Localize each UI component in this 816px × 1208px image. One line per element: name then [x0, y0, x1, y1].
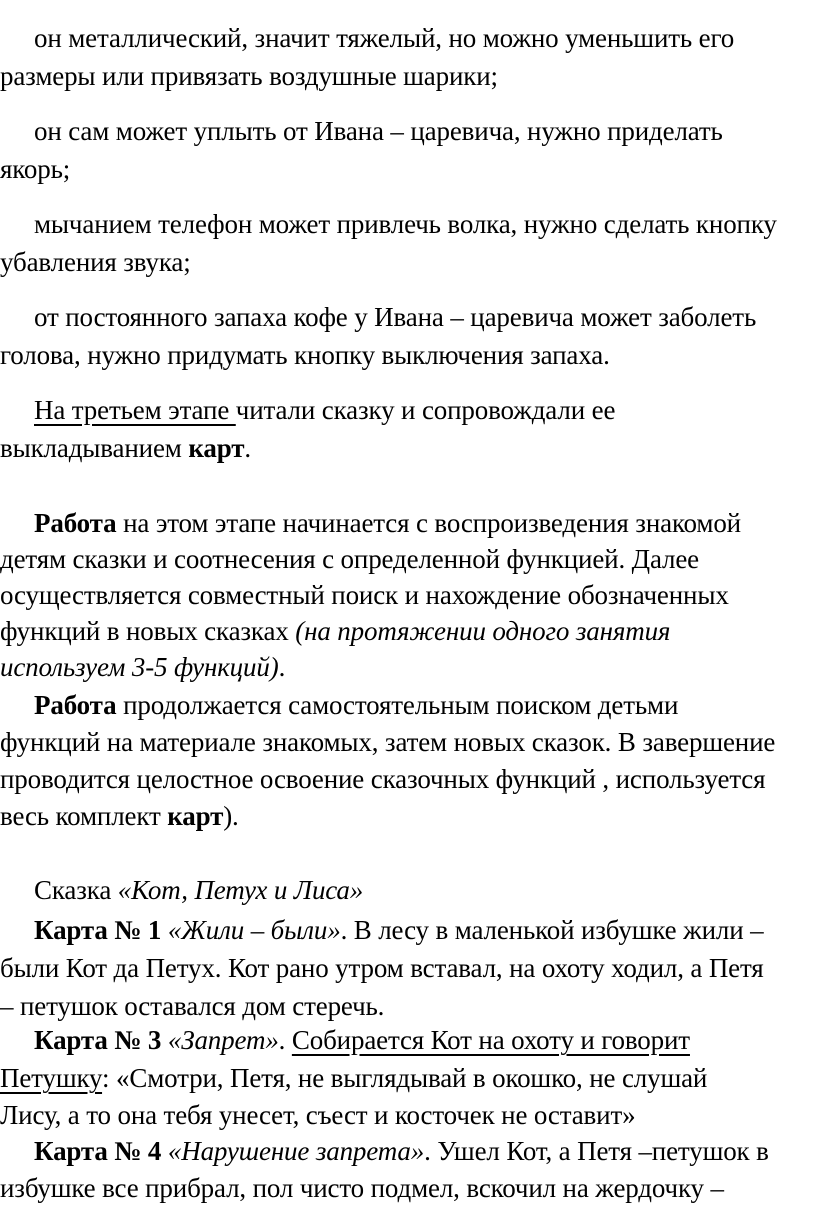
- card-label: Карта № 3: [34, 1025, 162, 1055]
- text-run: : «Смотри, Петя, не выглядывай в окошко, не слушай: [102, 1063, 708, 1093]
- paragraph-line: проводится целостное освоение сказочных функций , используется: [0, 764, 766, 794]
- paragraph-line: функций на материале знакомых, затем новых сказок. В завершение: [0, 727, 776, 757]
- paragraph-line: Лису, а то она тебя унесет, съест и косточек не оставит»: [0, 1100, 636, 1130]
- italic-text: «Нарушение запрета»: [167, 1136, 425, 1166]
- card-line: [34, 1133, 769, 1169]
- text-run: .: [278, 652, 286, 682]
- text-run: [161, 1136, 168, 1166]
- underlined-text: Собирается Кот на охоту и говорит: [291, 1025, 690, 1055]
- text-run: [161, 1025, 168, 1055]
- paragraph-line: [0, 649, 285, 685]
- paragraph-line: он металлический, значит тяжелый, но можно уменьшить его: [34, 23, 735, 53]
- card-label: Карта № 4: [34, 1136, 162, 1166]
- text-run: .: [278, 1025, 292, 1055]
- tale-title: «Кот, Петух и Лиса»: [117, 875, 364, 905]
- text-run: ).: [223, 801, 239, 831]
- paragraph-line: [0, 430, 251, 466]
- paragraph-line: голова, нужно придумать кнопку выключения запаха.: [0, 340, 610, 370]
- paragraph-line: избушке все прибрал, пол чисто подмел, вскочил на жердочку –: [0, 1173, 724, 1203]
- paragraph-line: [0, 613, 670, 649]
- paragraph-line: [0, 1060, 707, 1096]
- card-line: [34, 1022, 690, 1058]
- paragraph-line: осуществляется совместный поиск и нахождение обозначенных: [0, 580, 729, 610]
- text-run: . В лесу в маленькой избушке жили –: [340, 915, 764, 945]
- text-run: на этом этапе начинается с воспроизведения знакомой: [116, 508, 741, 538]
- text-run: выкладыванием: [0, 433, 189, 463]
- italic-text: «Жили – были»: [167, 915, 341, 945]
- paragraph-line: [34, 505, 741, 541]
- card-label: Карта № 1: [34, 915, 162, 945]
- bold-text: карт: [167, 801, 224, 831]
- bold-text: Работа: [34, 690, 117, 720]
- paragraph-line: от постоянного запаха кофе у Ивана – царевича может заболеть: [34, 302, 757, 332]
- text-run: Сказка: [34, 875, 118, 905]
- tale-heading: [34, 872, 363, 908]
- text-run: весь комплект: [0, 801, 168, 831]
- text-run: . Ушел Кот, а Петя –петушок в: [424, 1136, 769, 1166]
- underlined-text: Петушку: [0, 1063, 103, 1093]
- text-run: читали сказку и сопровождали ее: [235, 395, 616, 425]
- underlined-text: На третьем этапе: [34, 395, 236, 425]
- card-line: [34, 912, 763, 948]
- italic-text: «Запрет»: [167, 1025, 279, 1055]
- paragraph-line: – петушок оставался дом стеречь.: [0, 991, 385, 1021]
- paragraph-line: [34, 687, 678, 723]
- text-run: функций в новых сказках: [0, 616, 296, 646]
- paragraph-line: детям сказки и соотнесения с определенной функцией. Далее: [0, 544, 700, 574]
- paragraph-line: [0, 798, 239, 834]
- italic-text: (на протяжении одного занятия: [295, 616, 671, 646]
- paragraph-line: были Кот да Петух. Кот рано утром вставал, на охоту ходил, а Петя: [0, 953, 764, 983]
- bold-text: Работа: [34, 508, 117, 538]
- italic-text: используем 3-5 функций): [0, 652, 279, 682]
- bold-text: карт: [188, 433, 245, 463]
- paragraph-line: убавления звука;: [0, 247, 191, 277]
- paragraph-line: мычанием телефон может привлечь волка, нужно сделать кнопку: [34, 209, 777, 239]
- paragraph-line: [34, 392, 615, 428]
- text-run: .: [244, 433, 251, 463]
- paragraph-line: якорь;: [0, 154, 71, 184]
- paragraph-line: размеры или привязать воздушные шарики;: [0, 61, 498, 91]
- paragraph-line: он сам может уплыть от Ивана – царевича, нужно приделать: [34, 116, 723, 146]
- text-run: [161, 915, 168, 945]
- text-run: продолжается самостоятельным поиском детьми: [116, 690, 679, 720]
